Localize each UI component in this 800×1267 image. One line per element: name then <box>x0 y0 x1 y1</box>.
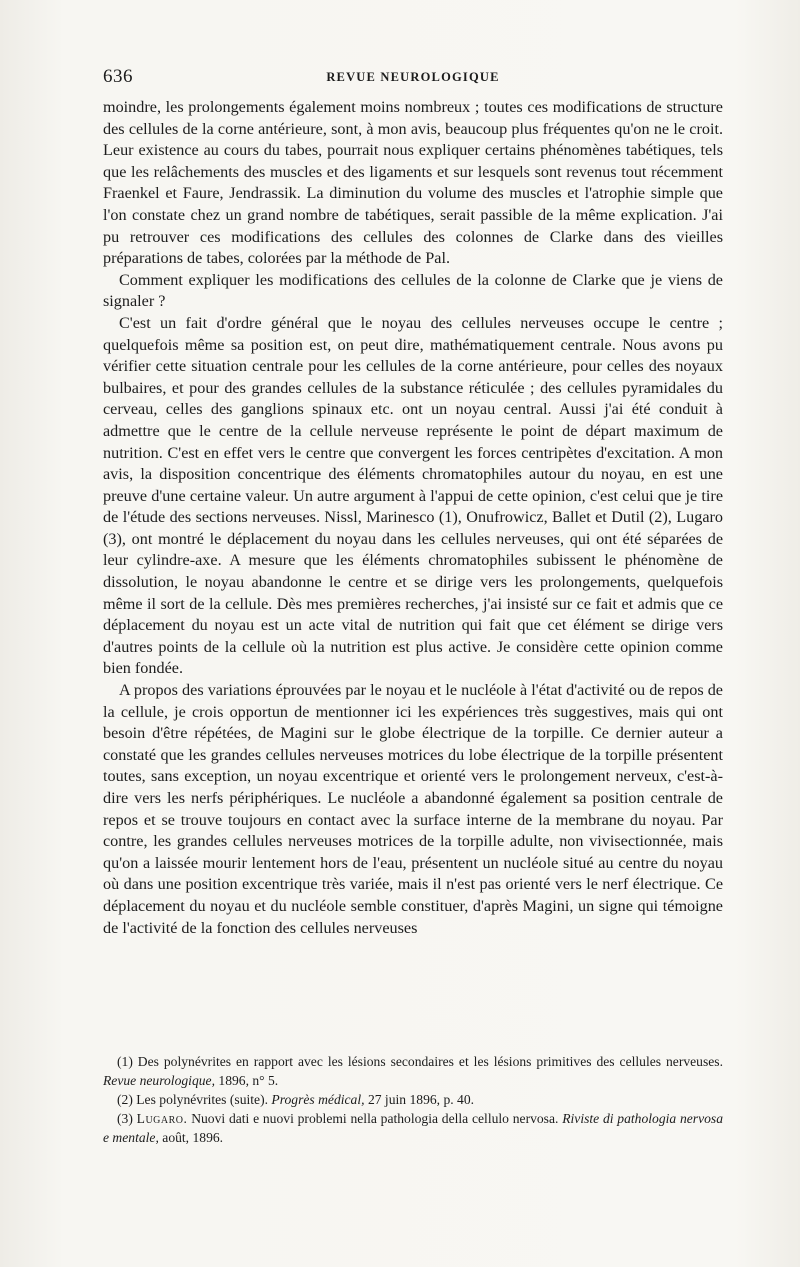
page-number: 636 <box>103 66 133 87</box>
footnote-3-rest: août, 1896. <box>162 1130 224 1145</box>
footnote-3-num: (3) <box>117 1111 133 1126</box>
footnote-3-text: Nuovi dati e nuovi problemi nella pathologia della cellulo nervosa. <box>191 1111 559 1126</box>
footnote-2-journal: Progrès médical, <box>271 1092 365 1107</box>
footnote-1-rest: 1896, n° 5. <box>218 1073 279 1088</box>
body-text <box>103 97 723 939</box>
paragraph-3: C'est un fait d'ordre général que le noyau des cellules nerveuses occupe le centre ; quelquefois même sa position est, on peut dire, mathématiquement centrale. Nous avons pu vérifier cette situation centrale pour les cellules de la corne antérieure, pour celles des noyaux bulbaires, et pour des grandes cellules de la substance réticulée ; des cellules pyramidales du cerveau, celles des ganglions spinaux etc. ont un noyau central. Aussi j'ai été conduit à admettre que le centre de la cellule nerveuse représente le point de départ maximum de nutrition. C'est en effet vers le centre que convergent les forces centripètes d'excitation. A mon avis, la disposition concentrique des éléments chromatophiles autour du noyau, en est une preuve d'une certaine valeur. Un autre argument à l'appui de cette opinion, c'est celui que je tire de l'étude des sections nerveuses. Nissl, Marinesco (1), Onufrowicz, Ballet et Dutil (2), Lugaro (3), ont montré le déplacement du noyau dans les cellules nerveuses, qui ont été séparées de leur cylindre-axe. A mesure que les éléments chromatophiles subissent le phénomène de dissolution, le noyau abandonne le centre et se dirige vers les prolongements, quelquefois même il sort de la cellule. Dès mes premières recherches, j'ai insisté sur ce fait et admis que ce déplacement du noyau est un acte vital de nutrition qui fait que cet élément se dirige vers d'autres points de la cellule où la nutrition est plus active. Je considère cette opinion comme bien fondée. <box>103 313 723 678</box>
paragraph-4: A propos des variations éprouvées par le noyau et le nucléole à l'état d'activité ou de repos de la cellule, je crois opportun de mentionner ici les expériences très suggestives, mais qui ont besoin d'être répétées, de Magini sur le globe électrique de la torpille. Ce dernier auteur a constaté que les grandes cellules nerveuses motrices du lobe électrique de la torpille présentent toutes, sans exception, un noyau excentrique et orienté vers le prolongement nerveux, c'est-à-dire vers les nerfs périphériques. Le nucléole a abandonné également sa position centrale de repos et se trouve toujours en contact avec la surface interne de la membrane du noyau. Par contre, les grandes cellules nerveuses motrices de la torpille adulte, non vivisectionnée, mais qu'on a laissée mourir lentement hors de l'eau, présentent un nucléole situé au centre du noyau où dans une position excentrique très variée, mais il n'est pas orienté vers le nerf électrique. Ce déplacement du noyau et du nucléole semble constituer, d'après Magini, un signe qui témoigne de l'activité de la fonction des cellules nerveuses <box>103 681 723 937</box>
footnote-3-author: Lugaro. <box>136 1111 188 1126</box>
paragraph-1: moindre, les prolongements également moins nombreux ; toutes ces modifications de structure des cellules de la corne antérieure, sont, à mon avis, beaucoup plus fréquentes qu'on ne le croit. Leur existence au cours du tabes, pourrait nous expliquer certains phénomènes tabétiques, tels que les relâchements des muscles et des ligaments et sur lesquels sont revenus tout récemment Fraenkel et Faure, Jendrassik. La diminution du volume des muscles et l'atrophie simple que l'on constate chez un grand nombre de tabétiques, serait passible de la même explication. J'ai pu retrouver ces modifications des cellules des colonnes de Clarke dans des vieilles préparations de tabes, colorées par la méthode de Pal. <box>103 98 723 268</box>
footnote-1-text: (1) Des polynévrites en rapport avec les lésions secondaires et les lésions primitives des cellules nerveuses. <box>117 1054 723 1069</box>
footnote-2-text: (2) Les polynévrites (suite). <box>117 1092 268 1107</box>
footnotes <box>103 1052 723 1147</box>
paragraph-2: Comment expliquer les modifications des cellules de la colonne de Clarke que je viens de signaler ? <box>103 270 723 311</box>
footnote-1-journal: Revue neurologique, <box>103 1073 215 1088</box>
footnote-2 <box>103 1090 723 1109</box>
running-head: REVUE NEUROLOGIQUE <box>326 70 500 84</box>
footnote-3 <box>103 1109 723 1147</box>
footnote-1 <box>103 1052 723 1090</box>
footnote-3-journal: Riviste di pathologia nervosa e mentale, <box>103 1111 724 1145</box>
page-header <box>103 66 723 90</box>
footnote-2-rest: 27 juin 1896, p. 40. <box>367 1092 475 1107</box>
